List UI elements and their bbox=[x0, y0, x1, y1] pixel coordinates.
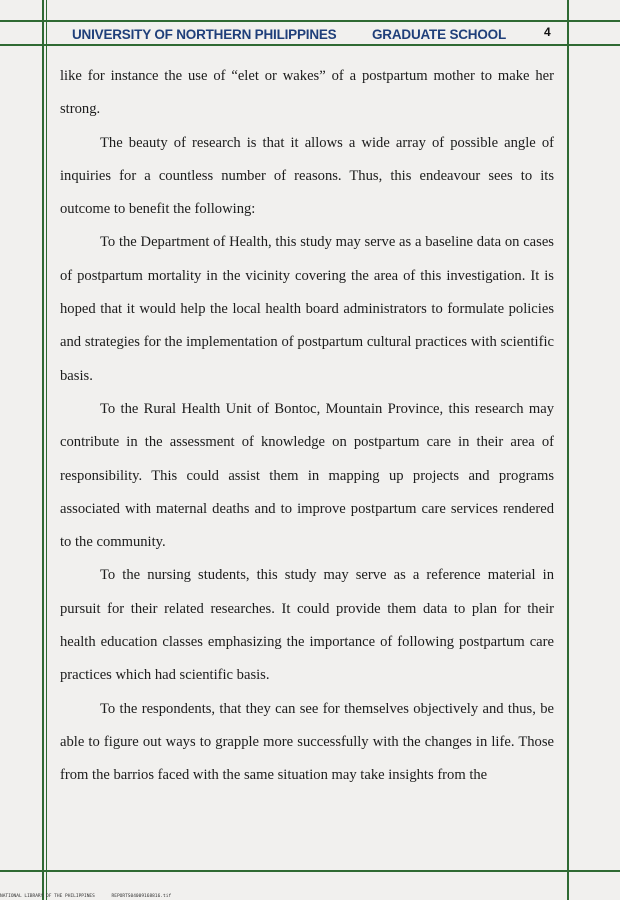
paragraph-nursing-students: To the nursing students, this study may serve as a reference material in pursuit for their related researches. It could provide them data to plan for their health education classes emphasizing the importance of following postpartum care practices which had scientific basis. bbox=[60, 567, 554, 684]
page-header bbox=[44, 22, 568, 44]
scan-footer bbox=[0, 894, 185, 899]
border-left-outer bbox=[42, 0, 44, 900]
border-top-lower bbox=[0, 44, 620, 46]
border-right-outer bbox=[567, 0, 569, 900]
library-stamp: NATIONAL LIBRARY OF THE PHILIPPINES bbox=[0, 894, 95, 899]
file-id: REPORTS04009168816.tif bbox=[111, 894, 172, 899]
university-name: UNIVERSITY OF NORTHERN PHILIPPINES bbox=[72, 27, 337, 42]
page-number: 4 bbox=[544, 25, 551, 39]
paragraph-department-of-health: To the Department of Health, this study may serve as a baseline data on cases of postpartum mortality in the vicinity covering the area of this investigation. It is hoped that it would help the local health board administrators to formulate policies and strategies for the implementation of postpartum cultural practices with scientific basis. bbox=[60, 234, 554, 384]
paragraph-research-beauty: The beauty of research is that it allows a wide array of possible angle of inquiries for a countless number of reasons. Thus, this endeavour sees to its outcome to benefit the following: bbox=[60, 134, 554, 218]
paragraph-respondents: To the respondents, that they can see for themselves objectively and thus, be able to figure out ways to grapple more successfully with the changes in life. Those from the barrios faced with the same situation may take insights from the bbox=[60, 700, 554, 784]
paragraph-rural-health-unit: To the Rural Health Unit of Bontoc, Mountain Province, this research may contribute in the assessment of knowledge on postpartum care in their area of responsibility. This could assist them in mapping up projects and programs associated with maternal deaths and to improve postpartum care services rendered to the community. bbox=[60, 400, 554, 551]
border-left-inner bbox=[46, 0, 47, 900]
school-name: GRADUATE SCHOOL bbox=[372, 27, 506, 42]
border-bottom bbox=[0, 870, 620, 872]
paragraph-continuation: like for instance the use of “elet or wakes” of a postpartum mother to make her strong. bbox=[60, 68, 554, 118]
body-text bbox=[60, 60, 554, 793]
